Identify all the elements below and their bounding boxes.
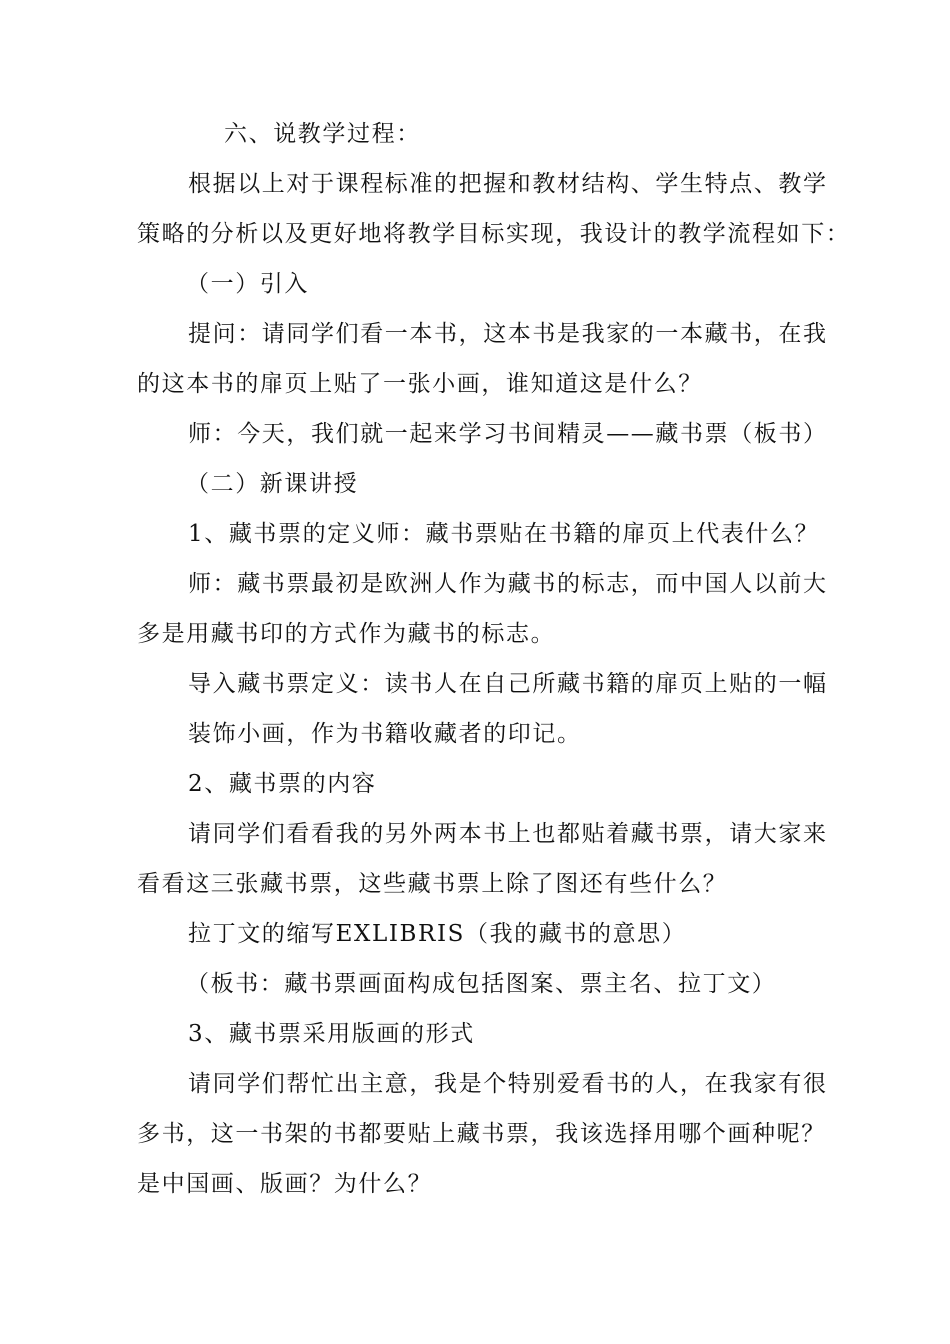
paragraph-line: 是中国画、版画？为什么？: [137, 1171, 433, 1197]
paragraph-line: 请同学们帮忙出主意，我是个特别爱看书的人，在我家有很: [188, 1071, 828, 1097]
paragraph-line: 3、藏书票采用版画的形式: [188, 1021, 475, 1047]
paragraph-line: 请同学们看看我的另外两本书上也都贴着藏书票，请大家来: [188, 821, 828, 847]
paragraph-line: 导入藏书票定义：读书人在自己所藏书籍的扉页上贴的一幅: [188, 671, 828, 697]
section-heading: 六、说教学过程：: [224, 121, 421, 147]
paragraph-line: 装饰小画，作为书籍收藏者的印记。: [188, 721, 582, 747]
paragraph-line: 看看这三张藏书票，这些藏书票上除了图还有些什么？: [137, 871, 728, 897]
subsection-heading: （一）引入: [186, 271, 309, 297]
paragraph-line: 根据以上对于课程标准的把握和教材结构、学生特点、教学: [188, 171, 828, 197]
paragraph-line: 的这本书的扉页上贴了一张小画，谁知道这是什么？: [137, 371, 703, 397]
paragraph-line: 师：藏书票最初是欧洲人作为藏书的标志，而中国人以前大: [188, 571, 828, 597]
paragraph-line: 师：今天，我们就一起来学习书间精灵——藏书票（板书）: [188, 421, 828, 447]
paragraph-line: 提问：请同学们看一本书，这本书是我家的一本藏书，在我: [188, 321, 828, 347]
paragraph-line: 拉丁文的缩写EXLIBRIS（我的藏书的意思）: [188, 921, 687, 947]
paragraph-line: 1、藏书票的定义师：藏书票贴在书籍的扉页上代表什么？: [188, 521, 820, 547]
paragraph-line: 多书，这一书架的书都要贴上藏书票，我该选择用哪个画种呢？: [137, 1121, 826, 1147]
paragraph-line: 多是用藏书印的方式作为藏书的标志。: [137, 621, 556, 647]
paragraph-line: 策略的分析以及更好地将教学目标实现，我设计的教学流程如下：: [137, 221, 851, 247]
paragraph-line: 2、藏书票的内容: [188, 771, 377, 797]
subsection-heading: （二）新课讲授: [186, 471, 359, 497]
paragraph-line: （板书：藏书票画面构成包括图案、票主名、拉丁文）: [186, 971, 777, 997]
